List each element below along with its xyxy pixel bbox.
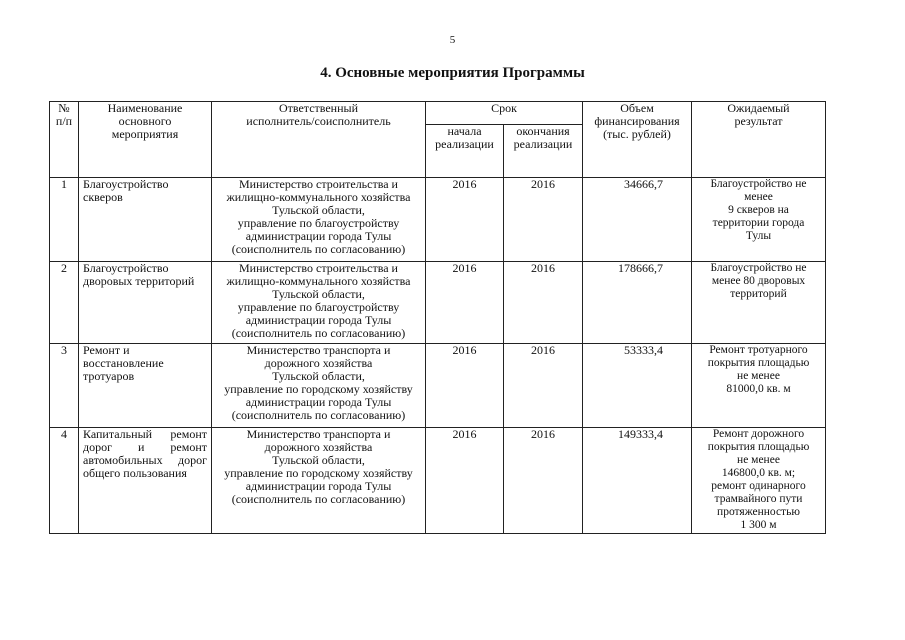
row-num: 2 [50,262,79,344]
row-responsible: Министерство транспорта и дорожного хозяйства Тульской области, управление по городскому хозяйству администрации города Тулы (соисполнитель по согласованию) [212,428,426,534]
row-activity-name: Благоустройство дворовых территорий [79,262,212,344]
row-expected-result: Ремонт дорожного покрытия площадью не менее 146800,0 кв. м; ремонт одинарного трамвайного пути протяженностью 1 300 м [692,428,826,534]
row-num: 3 [50,344,79,428]
row-activity-name: Ремонт и восстановление тротуаров [79,344,212,428]
row-end-year: 2016 [504,344,583,428]
row-num: 4 [50,428,79,534]
header-result: Ожидаемый результат [692,102,826,178]
row-num: 1 [50,178,79,262]
header-term-end: окончания реализации [504,125,583,178]
header-term-start: начала реализации [426,125,504,178]
row-responsible: Министерство строительства и жилищно-коммунального хозяйства Тульской области, управление по благоустройству администрации города Тулы (соисполнитель по согласованию) [212,178,426,262]
row-start-year: 2016 [426,262,504,344]
header-name: Наименование основного мероприятия [79,102,212,178]
row-expected-result: Ремонт тротуарного покрытия площадью не менее 81000,0 кв. м [692,344,826,428]
program-activities-table [49,101,826,534]
row-start-year: 2016 [426,344,504,428]
table-row [50,344,826,428]
section-title: 4. Основные мероприятия Программы [320,65,585,81]
header-term: Срок [426,102,583,125]
row-expected-result: Благоустройство не менее 80 дворовых территорий [692,262,826,344]
row-end-year: 2016 [504,178,583,262]
header-funding: Объем финансирования (тыс. рублей) [583,102,692,178]
row-activity-name: Благоустройство скверов [79,178,212,262]
table-row [50,178,826,262]
row-activity-name: Капитальный ремонт дорог и ремонт автомобильных дорог общего пользования [79,428,212,534]
row-funding-amount: 149333,4 [583,428,692,534]
row-end-year: 2016 [504,262,583,344]
header-responsible: Ответственный исполнитель/соисполнитель [212,102,426,178]
row-start-year: 2016 [426,428,504,534]
page-number: 5 [449,34,456,46]
row-expected-result: Благоустройство не менее 9 скверов на территории города Тулы [692,178,826,262]
row-start-year: 2016 [426,178,504,262]
row-funding-amount: 178666,7 [583,262,692,344]
table-row [50,262,826,344]
row-responsible: Министерство строительства и жилищно-коммунального хозяйства Тульской области, управление по благоустройству администрации города Тулы (соисполнитель по согласованию) [212,262,426,344]
row-end-year: 2016 [504,428,583,534]
table-header-row [50,102,826,125]
header-num: № п/п [50,102,79,178]
row-funding-amount: 34666,7 [583,178,692,262]
table-row [50,428,826,534]
row-funding-amount: 53333,4 [583,344,692,428]
row-responsible: Министерство транспорта и дорожного хозяйства Тульской области, управление по городскому хозяйству администрации города Тулы (соисполнитель по согласованию) [212,344,426,428]
